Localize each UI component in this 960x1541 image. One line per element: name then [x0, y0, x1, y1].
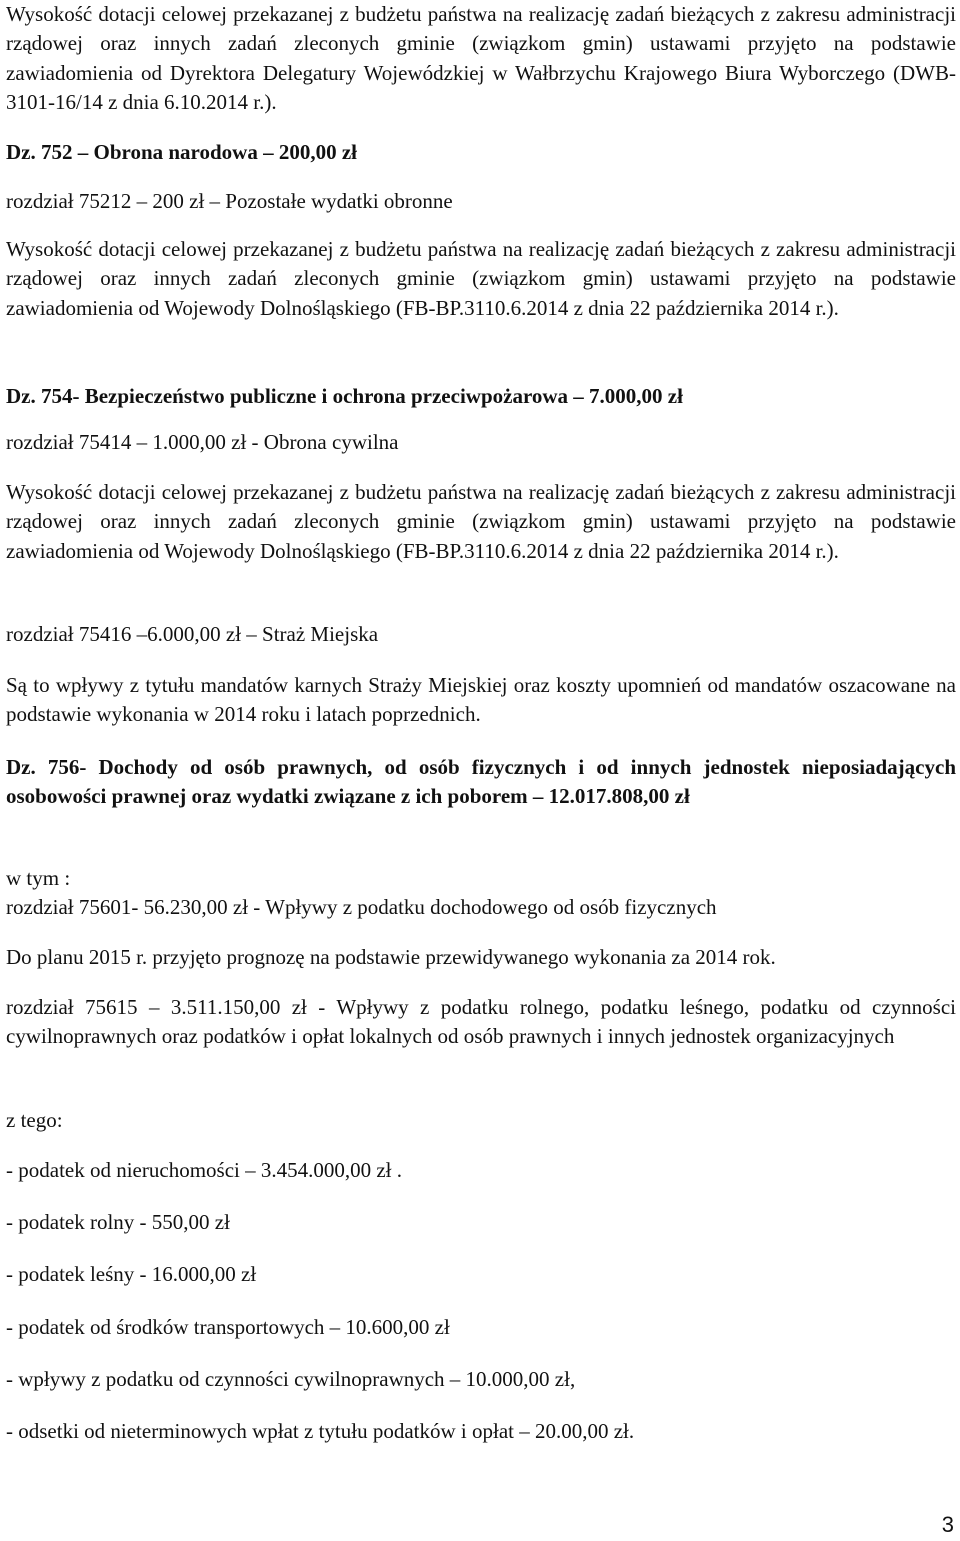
section-heading-754: Dz. 754- Bezpieczeństwo publiczne i ochrona przeciwpożarowa – 7.000,00 zł [6, 384, 683, 408]
chapter-75601: rozdział 75601- 56.230,00 zł - Wpływy z podatku dochodowego od osób fizycznych [6, 895, 717, 919]
tax-item: - podatek rolny - 550,00 zł [6, 1210, 230, 1234]
section-heading-752: Dz. 752 – Obrona narodowa – 200,00 zł [6, 140, 357, 164]
chapter-75615: rozdział 75615 – 3.511.150,00 zł - Wpływy z podatku rolnego, podatku leśnego, podatku od czynności cywilnoprawnych oraz podatków i opłat lokalnych od osób prawnych i innych jednostek organizacyjnych [6, 995, 956, 1049]
chapter-75416: rozdział 75416 –6.000,00 zł – Straż Miejska [6, 622, 379, 646]
plan-note: Do planu 2015 r. przyjęto prognozę na podstawie przewidywanego wykonania za 2014 rok. [6, 945, 776, 969]
w-tym-label: w tym : [6, 866, 71, 890]
paragraph-dotacja-obrona: Wysokość dotacji celowej przekazanej z budżetu państwa na realizację zadań bieżących z zakresu administracji rządowej oraz innych zadań zleconych gminie (związkom gmin) ustawami przyjęto na podstawie zawiadomienia od Wojewody Dolnośląskiego (FB-BP.3110.6.2014 z dnia 22 października 2014 r.). [6, 237, 956, 320]
chapter-75414: rozdział 75414 – 1.000,00 zł - Obrona cywilna [6, 430, 399, 454]
tax-item: - wpływy z podatku od czynności cywilnoprawnych – 10.000,00 zł, [6, 1367, 576, 1391]
tax-item: - podatek od środków transportowych – 10.600,00 zł [6, 1315, 450, 1339]
tax-item: - podatek leśny - 16.000,00 zł [6, 1262, 257, 1286]
section-heading-756: Dz. 756- Dochody od osób prawnych, od osób fizycznych i od innych jednostek nieposiadających osobowości prawnej oraz wydatki związane z ich poborem – 12.017.808,00 zł [6, 755, 956, 809]
chapter-75212: rozdział 75212 – 200 zł – Pozostałe wydatki obronne [6, 189, 453, 213]
tax-item: - podatek od nieruchomości – 3.454.000,00 zł . [6, 1158, 403, 1182]
z-tego-label: z tego: [6, 1108, 63, 1132]
paragraph-dotacja-obrona-cywilna: Wysokość dotacji celowej przekazanej z budżetu państwa na realizację zadań bieżących z zakresu administracji rządowej oraz innych zadań zleconych gminie (związkom gmin) ustawami przyjęto na podstawie zawiadomienia od Wojewody Dolnośląskiego (FB-BP.3110.6.2014 z dnia 22 października 2014 r.). [6, 480, 956, 563]
page-number: 3 [941, 1512, 954, 1537]
paragraph-straz-miejska: Są to wpływy z tytułu mandatów karnych Straży Miejskiej oraz koszty upomnień od mandatów oszacowane na podstawie wykonania w 2014 roku i latach poprzednich. [6, 673, 956, 727]
paragraph-dotacja-wybory: Wysokość dotacji celowej przekazanej z budżetu państwa na realizację zadań bieżących z zakresu administracji rządowej oraz innych zadań zleconych gminie (związkom gmin) ustawami przyjęto na podstawie zawiadomienia od Dyrektora Delegatury Wojewódzkiej w Wałbrzychu Krajowego Biura Wyborczego (DWB-3101-16/14 z dnia 6.10.2014 r.). [6, 2, 956, 115]
tax-item: - odsetki od nieterminowych wpłat z tytułu podatków i opłat – 20.00,00 zł. [6, 1419, 635, 1443]
